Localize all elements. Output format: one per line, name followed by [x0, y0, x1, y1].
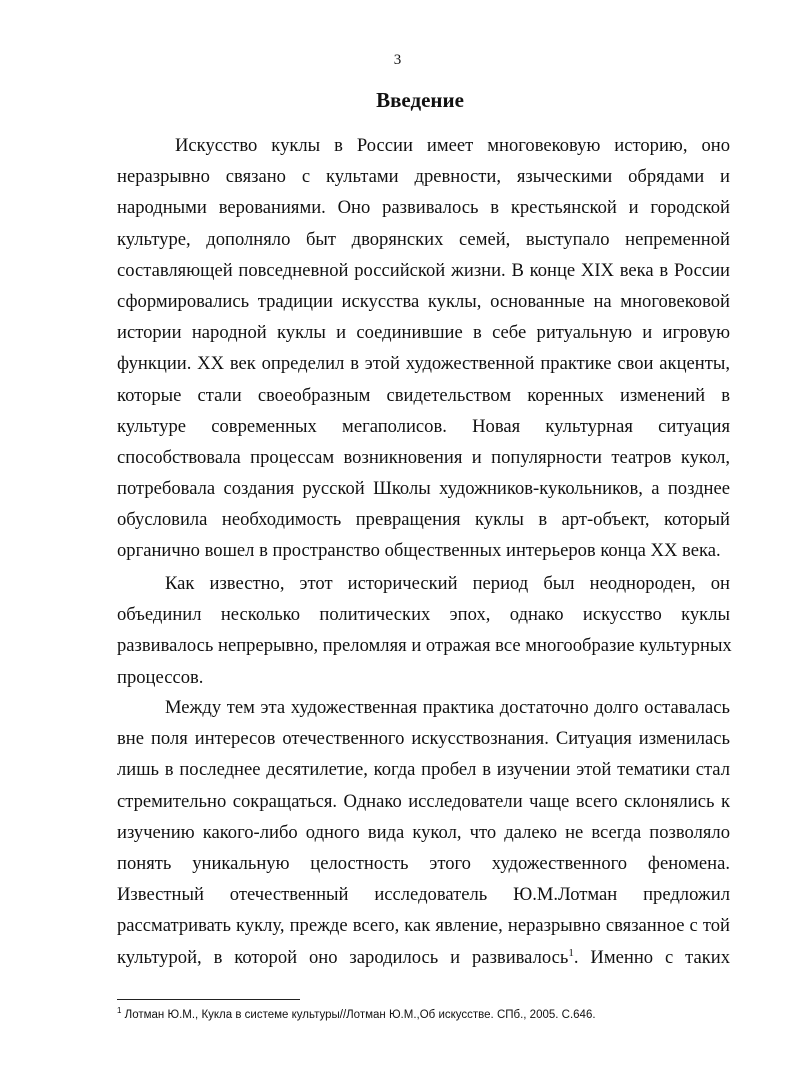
text-line: развивалось непрерывно, преломляя и отражая все многообразие культурных — [117, 635, 732, 657]
paragraph-1 — [117, 130, 730, 567]
text-line: вне поля интересов отечественного искусствознания. Ситуация изменилась — [117, 728, 730, 750]
section-heading: Введение — [376, 88, 464, 112]
paragraph-2 — [117, 568, 730, 693]
text-line: стремительно сокращаться. Однако исследователи чаще всего склонялись к — [117, 790, 730, 812]
text-line: истории народной куклы и соединившие в себе ритуальную и игровую — [117, 322, 730, 344]
text-line: неразрывно связано с культами древности, языческими обрядами и — [117, 166, 730, 188]
text-line: рассматривать куклу, прежде всего, как явление, неразрывно связанное с той — [117, 915, 730, 937]
footnote-reference[interactable]: 1 — [568, 946, 574, 959]
page-number: 3 — [393, 52, 402, 68]
text-line: процессов. — [117, 666, 204, 688]
text-line: потребовала создания русской Школы художников-кукольников, а позднее — [117, 478, 730, 500]
text-line: функции. XX век определил в этой художественной практике свои акценты, — [117, 353, 730, 375]
paragraph-3 — [117, 692, 730, 973]
text-line: культуре, дополняло быт дворянских семей, выступало непременной — [117, 228, 730, 250]
footnote — [117, 1006, 730, 1021]
text-line: объединил несколько политических эпох, однако искусство куклы — [117, 604, 730, 626]
text-line: народными верованиями. Оно развивалось в крестьянской и городской — [117, 197, 730, 219]
text-line: Известный отечественный исследователь Ю.М.Лотман предложил — [117, 884, 730, 906]
text-line: понять уникальную целостность этого художественного феномена. — [117, 852, 730, 874]
text-line: изучению какого-либо одного вида кукол, что далеко не всегда позволяло — [117, 821, 730, 843]
text-line: лишь в последнее десятилетие, когда пробел в изучении этой тематики стал — [117, 759, 730, 781]
text-line: сформировались традиции искусства куклы, основанные на многовековой — [117, 290, 730, 312]
text-line: способствовала процессам возникновения и популярности театров кукол, — [117, 446, 730, 468]
text-fragment: культурой, в которой оно зародилось и развивалось — [117, 946, 569, 968]
text-fragment: . Именно с таких — [573, 946, 730, 968]
text-line: Искусство куклы в России имеет многовековую историю, оно — [175, 135, 730, 156]
text-line: которые стали своеобразным свидетельством коренных изменений в — [117, 384, 730, 406]
text-line: культуре современных мегаполисов. Новая культурная ситуация — [117, 415, 730, 437]
text-line: составляющей повседневной российской жизни. В конце XIX века в России — [117, 259, 730, 281]
text-line: Между тем эта художественная практика достаточно долго оставалась — [165, 697, 730, 718]
text-line — [117, 942, 730, 973]
footnote-separator — [117, 999, 300, 1000]
footnote-marker: 1 — [117, 1006, 122, 1016]
text-line: Как известно, этот исторический период был неоднороден, он — [165, 573, 730, 594]
text-line: органично вошел в пространство общественных интерьеров конца XX века. — [117, 540, 721, 562]
footnote-text: Лотман Ю.М., Кукла в системе культуры//Лотман Ю.М.,Об искусстве. СПб., 2005. С.646. — [124, 1009, 596, 1021]
text-line: обусловила необходимость превращения куклы в арт-объект, который — [117, 509, 730, 531]
